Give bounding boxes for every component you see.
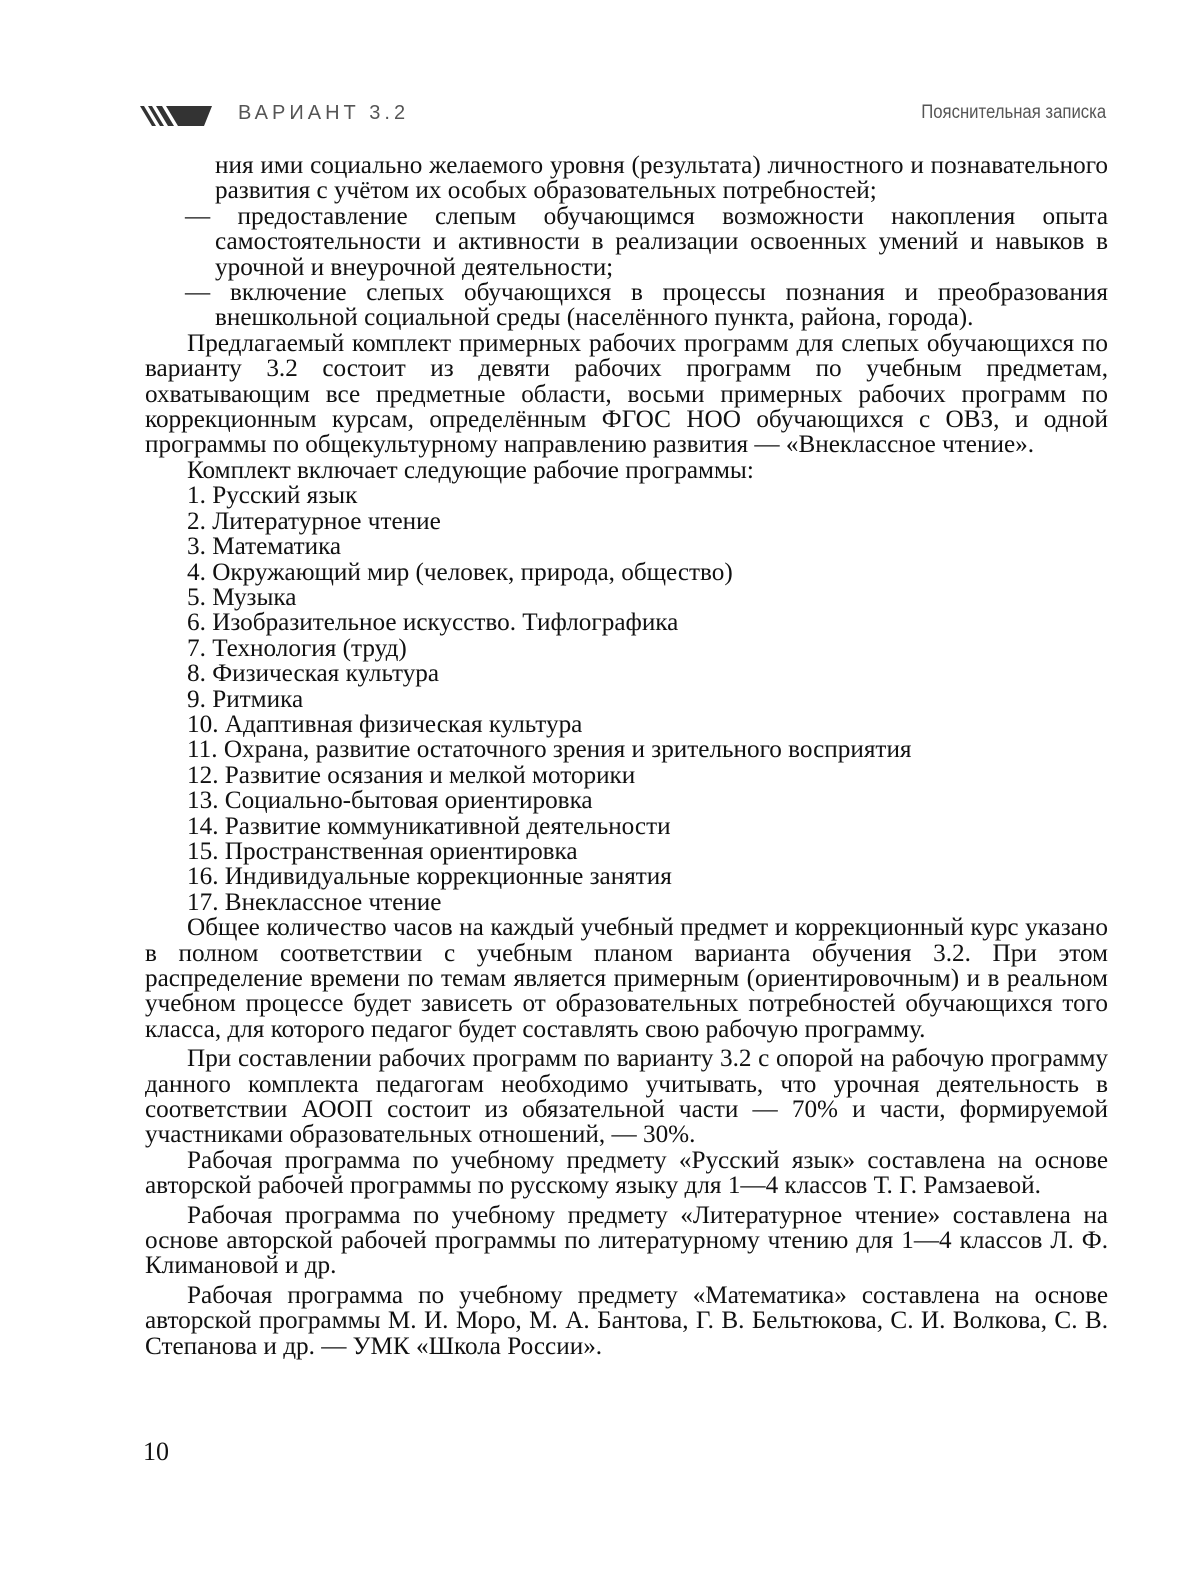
paragraph-aoop: При составлении рабочих программ по варианту 3.2 с опорой на рабочую программу данного комплекта педагогам необходимо учитывать, что урочная деятельность в соответствии АООП состоит из обязательной части — 70% и части, формируемой участниками образовательных отношений, — 30%. [145, 1045, 1108, 1149]
list-item: 1. Русский язык [187, 482, 358, 510]
list-item: 10. Адаптивная физическая культура [187, 710, 583, 738]
paragraph-complect: Предлагаемый комплект примерных рабочих программ для слепых обучающихся по варианту 3.2 состоит из девяти рабочих программ по учебным предметам, охватывающим все предметные области, восьми примерных рабочих программ по коррекционным курсам, определённым ФГОС НОО обучающихся с ОВЗ, и одной программы по общекультурному направлению развития — «Внеклассное чтение». [145, 329, 1108, 459]
running-header [140, 102, 1106, 132]
list-item: 7. Технология (труд) [187, 634, 407, 662]
header-variant: ВАРИАНТ 3.2 [238, 102, 410, 124]
list-item: 4. Окружающий мир (человек, природа, общество) [187, 558, 733, 586]
page-number: 10 [143, 1437, 169, 1466]
list-item: 8. Физическая культура [187, 660, 440, 688]
list-item: 16. Индивидуальные коррекционные занятия [187, 863, 672, 891]
programs-list [145, 483, 1108, 915]
paragraph-math: Рабочая программа по учебному предмету «Математика» составлена на основе авторской программы М. И. Моро, М. А. Бантова, Г. В. Бельтюкова, С. И. Волкова, С. В. Степанова и др. — УМК «Школа России». [145, 1281, 1108, 1360]
list-item: 11. Охрана, развитие остаточного зрения и зрительного восприятия [187, 736, 912, 764]
dash-item: — предоставление слепым обучающимся возможности накопления опыта самостоятельности и активности в реализации освоенных умений и навыков в урочной и внеурочной деятельности; [185, 202, 1108, 281]
list-item: 14. Развитие коммуникативной деятельности [187, 812, 671, 840]
body-text [145, 153, 1108, 1359]
list-item: 12. Развитие осязания и мелкой моторики [187, 761, 636, 789]
list-item: 15. Пространственная ориентировка [187, 837, 578, 865]
list-item: 3. Математика [187, 533, 342, 561]
list-item: 6. Изобразительное искусство. Тифлографика [187, 609, 679, 637]
paragraph-list-intro: Комплект включает следующие рабочие программы: [187, 456, 754, 484]
list-item: 5. Музыка [187, 583, 297, 611]
paragraph-hours: Общее количество часов на каждый учебный предмет и коррекционный курс указано в полном соответствии с учебным планом варианта обучения 3.2. При этом распределение времени по темам является примерным (ориентировочным) и в реальном учебном процессе будет зависеть от образовательных потребностей обучающихся того класса, для которого педагог будет составлять свою рабочую программу. [145, 914, 1108, 1043]
list-item: 2. Литературное чтение [187, 507, 441, 535]
paragraph-russian: Рабочая программа по учебному предмету «Русский язык» составлена на основе авторской рабочей программы по русскому языку для 1—4 классов Т. Г. Рамзаевой. [145, 1146, 1108, 1200]
list-item: 9. Ритмика [187, 685, 304, 713]
list-item: 17. Внеклассное чтение [187, 888, 442, 916]
header-stripes-icon [140, 106, 212, 126]
list-item: 13. Социально-бытовая ориентировка [187, 787, 593, 815]
paragraph-literature: Рабочая программа по учебному предмету «Литературное чтение» составлена на основе авторской рабочей программы по литературному чтению для 1—4 классов Л. Ф. Климановой и др. [145, 1201, 1108, 1280]
header-section-title: Пояснительная записка [921, 102, 1106, 123]
paragraph-continuation: ния ими социально желаемого уровня (результата) личностного и познавательного развития с учётом их особых образовательных потребностей; [215, 152, 1108, 205]
dash-item: — включение слепых обучающихся в процессы познания и преобразования внешкольной социальной среды (населённого пункта, района, города). [185, 279, 1108, 332]
